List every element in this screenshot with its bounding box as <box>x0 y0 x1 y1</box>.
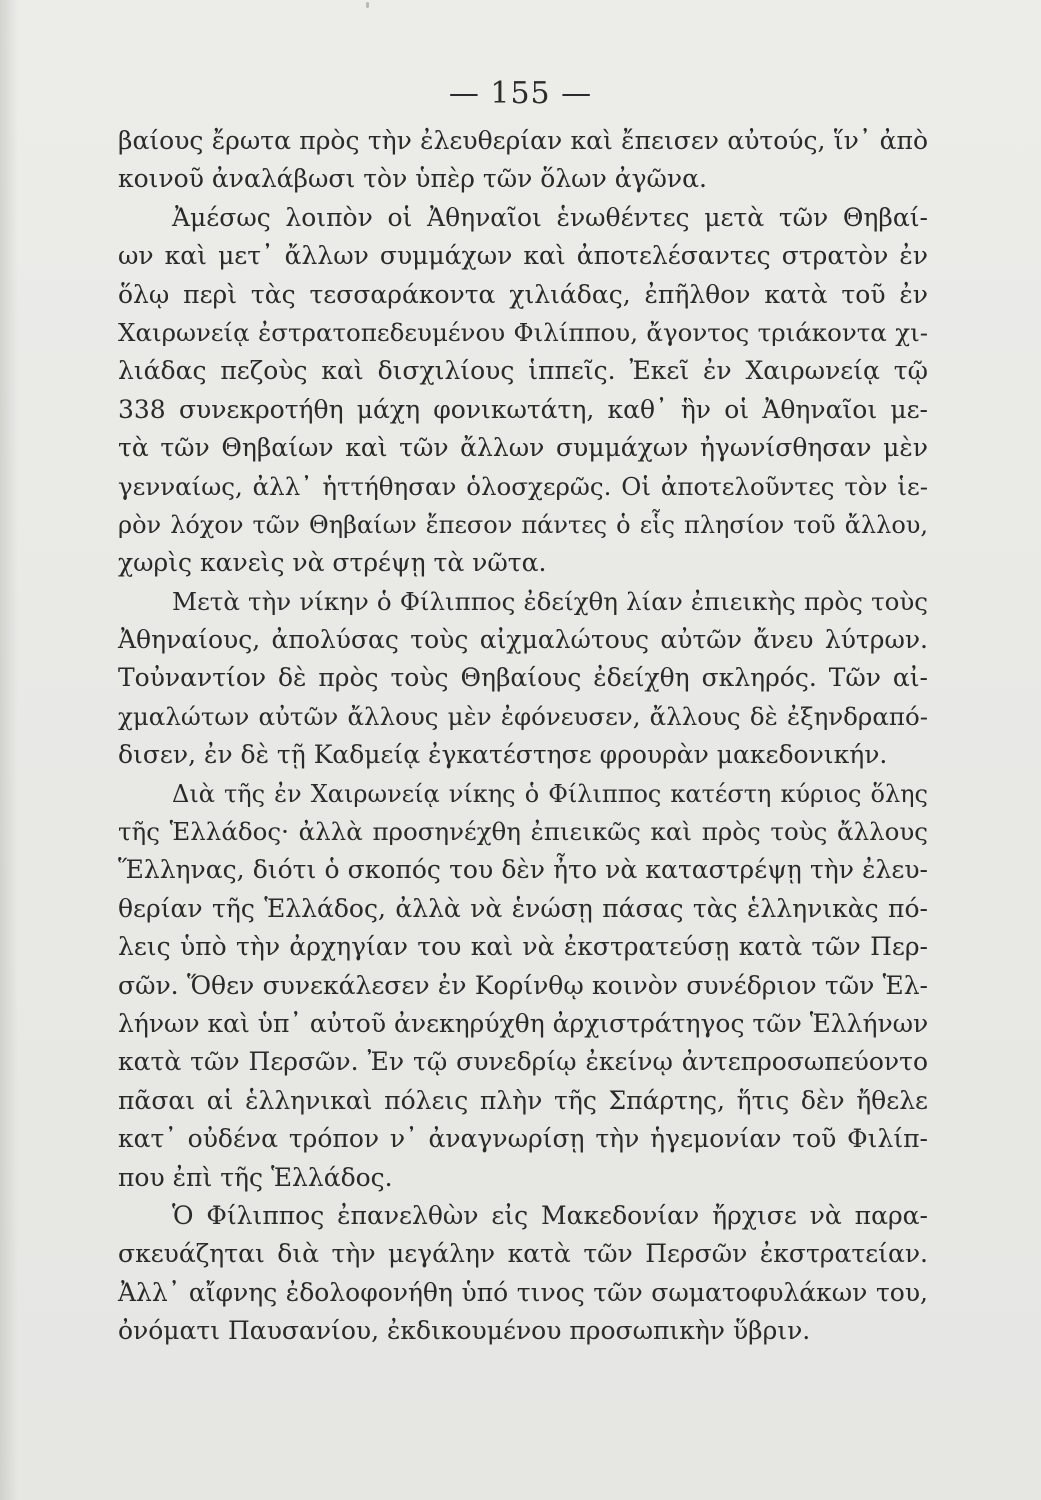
text-line: Ὁ Φίλιππος ἐπανελθὼν εἰς Μακεδονίαν ἤρχισε νὰ παρα- <box>172 1200 928 1230</box>
text-line: λήνων καὶ ὑπ᾽ αὐτοῦ ἀνεκηρύχθη ἀρχιστράτηγος τῶν Ἑλλήνων <box>118 1008 929 1038</box>
text-line: χωρὶς κανεὶς νὰ στρέψῃ τὰ νῶτα. <box>118 548 547 578</box>
text-line: τὰ τῶν Θηβαίων καὶ τῶν ἄλλων συμμάχων ἠγωνίσθησαν μὲν <box>118 433 928 463</box>
text-line: κατὰ τῶν Περσῶν. Ἐν τῷ συνεδρίῳ ἐκείνῳ ἀντεπροσωπεύοντο <box>118 1047 928 1077</box>
text-line: γενναίως, ἀλλ᾽ ἡττήθησαν ὁλοσχερῶς. Οἱ ἀποτελοῦντες τὸν ἱε- <box>118 471 928 501</box>
text-line: σῶν. Ὅθεν συνεκάλεσεν ἐν Κορίνθῳ κοινὸν συνέδριον τῶν Ἑλ- <box>118 970 928 1000</box>
text-line: ων καὶ μετ᾽ ἄλλων συμμάχων καὶ ἀποτελέσαντες στρατὸν ἐν <box>118 241 928 271</box>
text-line: πᾶσαι αἱ ἑλληνικαὶ πόλεις πλὴν τῆς Σπάρτης, ἥτις δὲν ἤθελε <box>118 1085 928 1115</box>
text-line: Ἀμέσως λοιπὸν οἱ Ἀθηναῖοι ἑνωθέντες μετὰ τῶν Θηβαί- <box>172 202 928 232</box>
text-line: Χαιρωνείᾳ ἐστρατοπεδευμένου Φιλίππου, ἄγοντος τριάκοντα χι- <box>118 317 928 347</box>
body-text <box>118 122 928 1351</box>
text-line: ρὸν λόχον τῶν Θηβαίων ἔπεσον πάντες ὁ εἷς πλησίον τοῦ ἄλλου, <box>118 510 928 539</box>
text-line: ὀνόματι Παυσανίου, ἐκδικουμένου προσωπικὴν ὕβριν. <box>118 1316 811 1346</box>
text-line: 338 συνεκροτήθη μάχη φονικωτάτη, καθ᾽ ἣν οἱ Ἀθηναῖοι με- <box>118 394 928 424</box>
text-line: Ἀλλ᾽ αἴφνης ἐδολοφονήθη ὑπό τινος τῶν σωματοφυλάκων του, <box>118 1277 928 1307</box>
text-line: χμαλώτων αὐτῶν ἄλλους μὲν ἐφόνευσεν, ἄλλους δὲ ἐξηνδραπό- <box>118 701 928 731</box>
text-line: δισεν, ἐν δὲ τῇ Καδμείᾳ ἐγκατέστησε φρουρὰν μακεδονικήν. <box>118 740 888 770</box>
text-line: βαίους ἔρωτα πρὸς τὴν ἐλευθερίαν καὶ ἔπεισεν αὐτούς, ἵν᾽ ἀπὸ <box>118 126 928 155</box>
page-number: — 155 — <box>448 76 593 111</box>
paper-speck <box>366 2 369 8</box>
text-line: Τοὐναντίον δὲ πρὸς τοὺς Θηβαίους ἐδείχθη σκληρός. Τῶν αἰ- <box>118 663 928 693</box>
text-line: κατ᾽ οὐδένα τρόπον ν᾽ ἀναγνωρίσῃ τὴν ἡγεμονίαν τοῦ Φιλίπ- <box>118 1124 928 1154</box>
text-line: λιάδας πεζοὺς καὶ δισχιλίους ἱππεῖς. Ἐκεῖ ἐν Χαιρωνείᾳ τῷ <box>118 356 928 386</box>
text-line: τῆς Ἑλλάδος· ἀλλὰ προσηνέχθη ἐπιεικῶς καὶ πρὸς τοὺς ἄλλους <box>118 817 928 847</box>
text-line: Διὰ τῆς ἐν Χαιρωνείᾳ νίκης ὁ Φίλιππος κατέστη κύριος ὅλης <box>172 779 928 808</box>
text-line: που ἐπὶ τῆς Ἑλλάδος. <box>118 1162 393 1192</box>
text-line: σκευάζηται διὰ τὴν μεγάλην κατὰ τῶν Περσῶν ἐκστρατείαν. <box>118 1239 928 1269</box>
text-line: Μετὰ τὴν νίκην ὁ Φίλιππος ἐδείχθη λίαν ἐπιεικὴς πρὸς τοὺς <box>172 586 928 616</box>
text-line: κοινοῦ ἀναλάβωσι τὸν ὑπὲρ τῶν ὅλων ἀγῶνα. <box>118 164 707 194</box>
text-line: λεις ὑπὸ τὴν ἀρχηγίαν του καὶ νὰ ἐκστρατεύσῃ κατὰ τῶν Περ- <box>118 932 928 962</box>
text-line: Ἀθηναίους, ἀπολύσας τοὺς αἰχμαλώτους αὐτῶν ἄνευ λύτρων. <box>118 625 928 655</box>
text-line: ὅλῳ περὶ τὰς τεσσαράκοντα χιλιάδας, ἐπῆλθον κατὰ τοῦ ἐν <box>118 279 928 309</box>
text-line: Ἕλληνας, διότι ὁ σκοπός του δὲν ἦτο νὰ καταστρέψῃ τὴν ἐλευ- <box>118 855 928 885</box>
text-line: θερίαν τῆς Ἑλλάδος, ἀλλὰ νὰ ἑνώσῃ πάσας τὰς ἑλληνικὰς πό- <box>118 893 928 923</box>
